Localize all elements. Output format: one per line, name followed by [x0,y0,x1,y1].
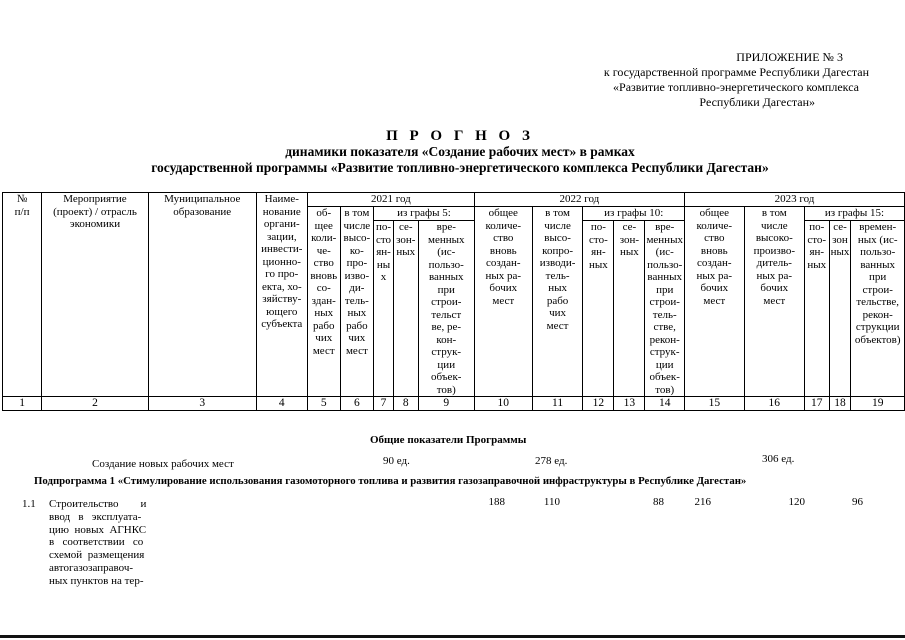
column-number: 3 [148,397,256,411]
header-y1-permanent: по- сто ян- ны х [374,221,394,397]
scan-edge [0,635,905,638]
header-year-2022: 2022 год [474,193,684,207]
appendix-line: ПРИЛОЖЕНИЕ № 3 [736,50,843,64]
item-description [49,498,157,588]
title-line: государственной программы «Развитие топливно-энергетического комплекса Республики Дагестан» [151,160,769,175]
column-number: 4 [256,397,307,411]
title-heading: П Р О Г Н О З [386,128,534,144]
header-y3-permanent: по- сто- ян- ных [804,221,829,397]
value-col10: 188 [488,496,505,508]
total-2022: 278 ед. [535,455,568,467]
column-number: 5 [307,397,340,411]
header-y3-total: общее количе- ство вновь создан- ных ра- бочих мест [684,207,744,397]
value-col19: 96 [852,496,863,508]
item-line: ввод в эксплуата- [49,510,142,523]
value-col16: 120 [788,496,805,508]
header-y2-temporary: вре- менных (ис- пользо- ванных при строи- тель- стве, рекон- струк- ции объек- тов) [646,221,683,396]
item-line: схемой размещения [49,549,145,562]
header-y1-total: об- щее коли- че- ство вновь со- здан- ных рабо чих мест [307,207,340,397]
appendix-line: к государственной программе Республики Дагестан [603,65,869,79]
appendix-line: «Развитие топливно-энергетического комплекса [613,80,859,94]
header-no: № п/п [3,193,42,397]
column-number-row [3,397,905,411]
value-col11: 110 [543,496,560,508]
column-number: 19 [851,397,905,411]
column-number: 18 [829,397,851,411]
header-organization: Наиме- нование органи- зации, инвести- ционно- го про- екта, хо- зяйству- ющего субъекта [256,193,307,397]
total-2021: 90 ед. [383,455,410,467]
header-y2-included: в том числе высо- копро- изводи- тель- ных рабо чих мест [532,207,583,397]
item-line: ных пунктов на тер- [49,574,144,587]
item-number: 1.1 [22,498,36,510]
header-y3-from: из графы 15: [804,207,904,221]
header-y1-temporary: вре- менных (ис- пользо- ванных при строи- тельст ве, ре- кон- струк- ции объек- тов) [418,221,474,397]
header-measure: Мероприятие (проект) / отрасль экономики [42,193,149,397]
column-number: 7 [374,397,394,411]
document-title [80,128,840,176]
forecast-table [2,192,905,411]
subprogram-heading: Подпрограмма 1 «Стимулирование использования газомоторного топлива и развития газозаправочной инфраструктуры в Республике Дагестан» [34,475,747,487]
header-y3-temporary: времен- ных (ис- пользо- ванных при строи- тельстве, рекон- струкции объектов) [851,221,905,397]
header-year-2023: 2023 год [684,193,904,207]
value-col14: 88 [653,496,664,508]
header-y3-seasonal: се- зон ных [829,221,851,397]
header-y1-from: из графы 5: [374,207,475,221]
header-y1-seasonal: се- зон- ных [393,221,418,397]
item-line: автогазозаправоч- [49,561,134,574]
column-number: 1 [3,397,42,411]
column-number: 10 [474,397,532,411]
new-jobs-label: Создание новых рабочих мест [92,458,234,470]
header-y2-total: общее количе- ство вновь создан- ных ра- бочих мест [474,207,532,397]
column-number: 17 [804,397,829,411]
header-municipal: Муниципальное образование [148,193,256,397]
column-number: 12 [583,397,614,411]
total-2023: 306 ед. [762,453,795,465]
column-number: 15 [684,397,744,411]
item-line: Строительство и [49,498,147,510]
appendix-line: Республики Дагестан» [699,95,815,109]
header-y2-seasonal: се- зон- ных [614,221,645,397]
column-number: 2 [42,397,149,411]
general-indicators-heading: Общие показатели Программы [370,434,527,446]
column-number: 14 [645,397,685,411]
header-y1-included: в том числе высо- ко- про- изво- ди- тель- ных рабо чих мест [340,207,374,397]
header-y2-from: из графы 10: [583,207,685,221]
column-number: 13 [614,397,645,411]
value-col15: 216 [694,496,711,508]
title-line: динамики показателя «Создание рабочих мест» в рамках [285,144,635,159]
header-y2-permanent: по- сто- ян- ных [583,221,614,397]
column-number: 16 [744,397,804,411]
column-number: 9 [418,397,474,411]
header-y3-included: в том числе высоко- произво- дитель- ных ра- бочих мест [744,207,804,397]
column-number: 6 [340,397,374,411]
item-line: в соответствии со [49,536,144,549]
header-year-2021: 2021 год [307,193,474,207]
item-line: цию новых АГНКС [49,523,147,536]
column-number: 11 [532,397,583,411]
appendix-note [549,50,869,110]
column-number: 8 [393,397,418,411]
